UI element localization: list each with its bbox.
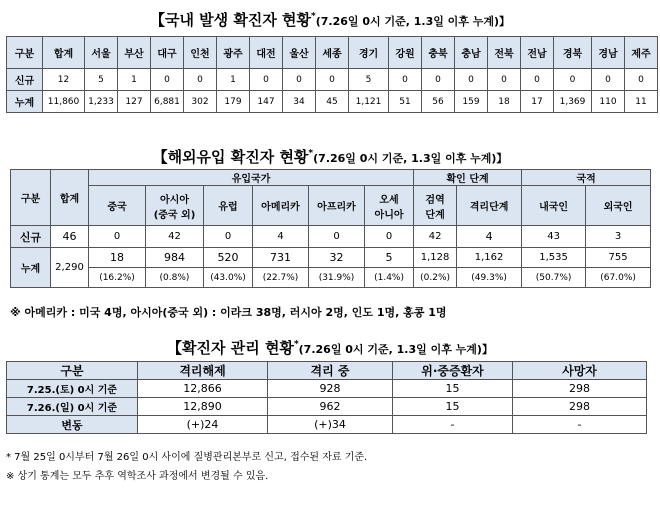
management-row [7, 380, 647, 398]
table-cell: 298 [513, 380, 647, 398]
table-cell: 12,890 [138, 398, 268, 416]
table-cell: 0 [592, 69, 625, 91]
domestic-table [6, 36, 658, 113]
table-cell: - [513, 416, 647, 434]
percent-cell: (31.9%) [309, 268, 365, 288]
management-title [0, 337, 660, 358]
domestic-col-header: 충북 [422, 37, 455, 69]
management-title-main: 【확진자 관리 현황 [167, 339, 294, 357]
table-cell: 298 [513, 398, 647, 416]
table-cell: 45 [316, 91, 349, 113]
table-cell: 42 [414, 226, 457, 248]
domestic-col-header: 합계 [43, 37, 85, 69]
table-cell: 11,860 [43, 91, 85, 113]
management-header-row [7, 362, 647, 380]
row-label: 변동 [7, 416, 138, 434]
table-cell: (+)24 [138, 416, 268, 434]
table-cell: 0 [204, 226, 253, 248]
management-title-star: * [293, 339, 299, 350]
col-header-america: 아메리카 [253, 186, 309, 226]
percent-cell: (50.7%) [522, 268, 586, 288]
group-header-country: 유입국가 [89, 170, 414, 186]
table-cell: 302 [184, 91, 217, 113]
domestic-col-header: 경기 [349, 37, 389, 69]
col-header-isolation: 격리단계 [457, 186, 522, 226]
imported-title-note: (7.26일 0시 기준, 1.3일 이후 누계)】 [313, 152, 508, 165]
table-cell: 1,535 [522, 248, 586, 268]
group-header-stage: 확인 단계 [414, 170, 522, 186]
table-cell: 1 [118, 69, 151, 91]
imported-country-note: ※ 아메리카 : 미국 4명, 아시아(중국 외) : 이라크 38명, 러시아 2명, 인도 1명, 홍콩 1명 [10, 306, 447, 319]
table-cell: 34 [283, 91, 316, 113]
row-label: 신규 [7, 69, 43, 91]
table-cell: 6,881 [151, 91, 184, 113]
table-cell: 12 [43, 69, 85, 91]
table-cell: 5 [349, 69, 389, 91]
table-cell: 0 [309, 226, 365, 248]
table-cell: 12,866 [138, 380, 268, 398]
col-header-oceania [365, 186, 414, 226]
table-cell: (+)34 [268, 416, 393, 434]
domestic-col-header: 전남 [521, 37, 554, 69]
table-cell: 0 [365, 226, 414, 248]
col-header-asia-line2: (중국 외) [153, 209, 196, 221]
table-cell: 1,162 [457, 248, 522, 268]
domestic-col-header: 인천 [184, 37, 217, 69]
table-cell: 1,369 [554, 91, 592, 113]
row-label: 누계 [7, 91, 43, 113]
imported-total-header: 합계 [51, 170, 89, 226]
domestic-title [0, 9, 660, 30]
col-header-africa: 아프리카 [309, 186, 365, 226]
table-cell: 984 [146, 248, 204, 268]
domestic-col-header: 강원 [389, 37, 422, 69]
domestic-col-header: 부산 [118, 37, 151, 69]
col-header-oceania-line1: 오세 [379, 194, 399, 206]
management-col-header: 격리 중 [268, 362, 393, 380]
table-cell: 731 [253, 248, 309, 268]
domestic-col-header: 경북 [554, 37, 592, 69]
table-cell: 1,121 [349, 91, 389, 113]
imported-header-label: 구분 [11, 170, 51, 226]
percent-cell: (16.2%) [89, 268, 146, 288]
table-cell: 0 [151, 69, 184, 91]
table-cell: 17 [521, 91, 554, 113]
table-cell: 0 [316, 69, 349, 91]
domestic-header-label: 구분 [7, 37, 43, 69]
table-cell: 962 [268, 398, 393, 416]
table-cell: 0 [184, 69, 217, 91]
domestic-col-header: 광주 [217, 37, 250, 69]
row-label: 신규 [11, 226, 51, 248]
col-header-quarantine [414, 186, 457, 226]
domestic-col-header: 전북 [488, 37, 521, 69]
domestic-title-star: * [311, 11, 316, 22]
table-cell: 2,290 [51, 248, 89, 288]
management-row [7, 398, 647, 416]
table-cell: 18 [89, 248, 146, 268]
table-cell: 928 [268, 380, 393, 398]
table-cell: - [393, 416, 513, 434]
table-cell: 0 [389, 69, 422, 91]
table-cell: 0 [283, 69, 316, 91]
table-cell: 15 [393, 380, 513, 398]
domestic-col-header: 충남 [455, 37, 488, 69]
table-cell: 1,233 [85, 91, 118, 113]
col-header-asia-line1: 아시아 [160, 194, 189, 206]
table-cell: 0 [250, 69, 283, 91]
imported-header-row [11, 186, 651, 226]
table-cell: 0 [488, 69, 521, 91]
table-cell: 11 [625, 91, 658, 113]
row-label: 7.26.(일) 0시 기준 [7, 398, 138, 416]
table-cell: 0 [422, 69, 455, 91]
table-cell: 4 [457, 226, 522, 248]
table-cell: 159 [455, 91, 488, 113]
table-cell: 51 [389, 91, 422, 113]
table-cell: 147 [250, 91, 283, 113]
domestic-col-header: 대전 [250, 37, 283, 69]
table-cell: 110 [592, 91, 625, 113]
domestic-header-row [7, 37, 658, 69]
management-title-note: (7.26일 0시 기준, 1.3일 이후 누계)】 [298, 343, 493, 356]
domestic-title-note: (7.26일 0시 기준, 1.3일 이후 누계)】 [315, 15, 511, 28]
management-col-header: 위·중증환자 [393, 362, 513, 380]
table-cell: 3 [586, 226, 651, 248]
col-header-oceania-line2: 아니아 [374, 209, 404, 221]
table-cell: 56 [422, 91, 455, 113]
percent-cell: (43.0%) [204, 268, 253, 288]
imported-row-cumulative [11, 248, 651, 268]
domestic-row-new [7, 69, 658, 91]
imported-title-main: 【해외유입 확진자 현황 [152, 148, 309, 166]
table-cell: 0 [554, 69, 592, 91]
col-header-europe: 유럽 [204, 186, 253, 226]
table-cell: 0 [89, 226, 146, 248]
table-cell: 0 [455, 69, 488, 91]
row-label: 누계 [11, 248, 51, 288]
domestic-title-main: 【국내 발생 확진자 현황 [149, 11, 312, 29]
table-cell: 18 [488, 91, 521, 113]
table-cell: 5 [85, 69, 118, 91]
management-table [6, 361, 647, 434]
domestic-col-header: 대구 [151, 37, 184, 69]
table-cell: 0 [521, 69, 554, 91]
management-col-header: 구분 [7, 362, 138, 380]
imported-group-row [11, 170, 651, 186]
domestic-col-header: 서울 [85, 37, 118, 69]
percent-cell: (49.3%) [457, 268, 522, 288]
table-cell: 32 [309, 248, 365, 268]
table-cell: 755 [586, 248, 651, 268]
table-cell: 0 [625, 69, 658, 91]
percent-cell: (0.8%) [146, 268, 204, 288]
imported-row-percent [11, 268, 651, 288]
percent-cell: (1.4%) [365, 268, 414, 288]
table-cell: 43 [522, 226, 586, 248]
management-col-header: 격리해제 [138, 362, 268, 380]
col-header-asia [146, 186, 204, 226]
table-cell: 4 [253, 226, 309, 248]
col-header-china: 중국 [89, 186, 146, 226]
domestic-col-header: 경남 [592, 37, 625, 69]
table-cell: 1 [217, 69, 250, 91]
imported-title [0, 146, 660, 167]
table-cell: 520 [204, 248, 253, 268]
management-col-header: 사망자 [513, 362, 647, 380]
table-cell: 46 [51, 226, 89, 248]
percent-cell: (0.2%) [414, 268, 457, 288]
domestic-col-header: 세종 [316, 37, 349, 69]
col-header-quarantine-line1: 검역 [425, 194, 445, 206]
row-label: 7.25.(토) 0시 기준 [7, 380, 138, 398]
table-cell: 179 [217, 91, 250, 113]
percent-cell: (67.0%) [586, 268, 651, 288]
management-row [7, 416, 647, 434]
table-cell: 127 [118, 91, 151, 113]
table-cell: 15 [393, 398, 513, 416]
domestic-row-cumulative [7, 91, 658, 113]
table-cell: 5 [365, 248, 414, 268]
group-header-nationality: 국적 [522, 170, 651, 186]
col-header-quarantine-line2: 단계 [425, 209, 445, 221]
imported-row-new [11, 226, 651, 248]
domestic-col-header: 울산 [283, 37, 316, 69]
imported-table [10, 169, 651, 288]
footnote-disclaimer: ※ 상기 통계는 모두 추후 역학조사 과정에서 변경될 수 있음. [6, 471, 269, 482]
col-header-korean: 내국인 [522, 186, 586, 226]
domestic-col-header: 제주 [625, 37, 658, 69]
footnote-source: * 7월 25일 0시부터 7월 26일 0시 사이에 질병관리본부로 신고, 접수된 자료 기준. [6, 452, 368, 463]
imported-title-star: * [308, 148, 314, 159]
col-header-foreigner: 외국인 [586, 186, 651, 226]
percent-cell: (22.7%) [253, 268, 309, 288]
table-cell: 42 [146, 226, 204, 248]
table-cell: 1,128 [414, 248, 457, 268]
